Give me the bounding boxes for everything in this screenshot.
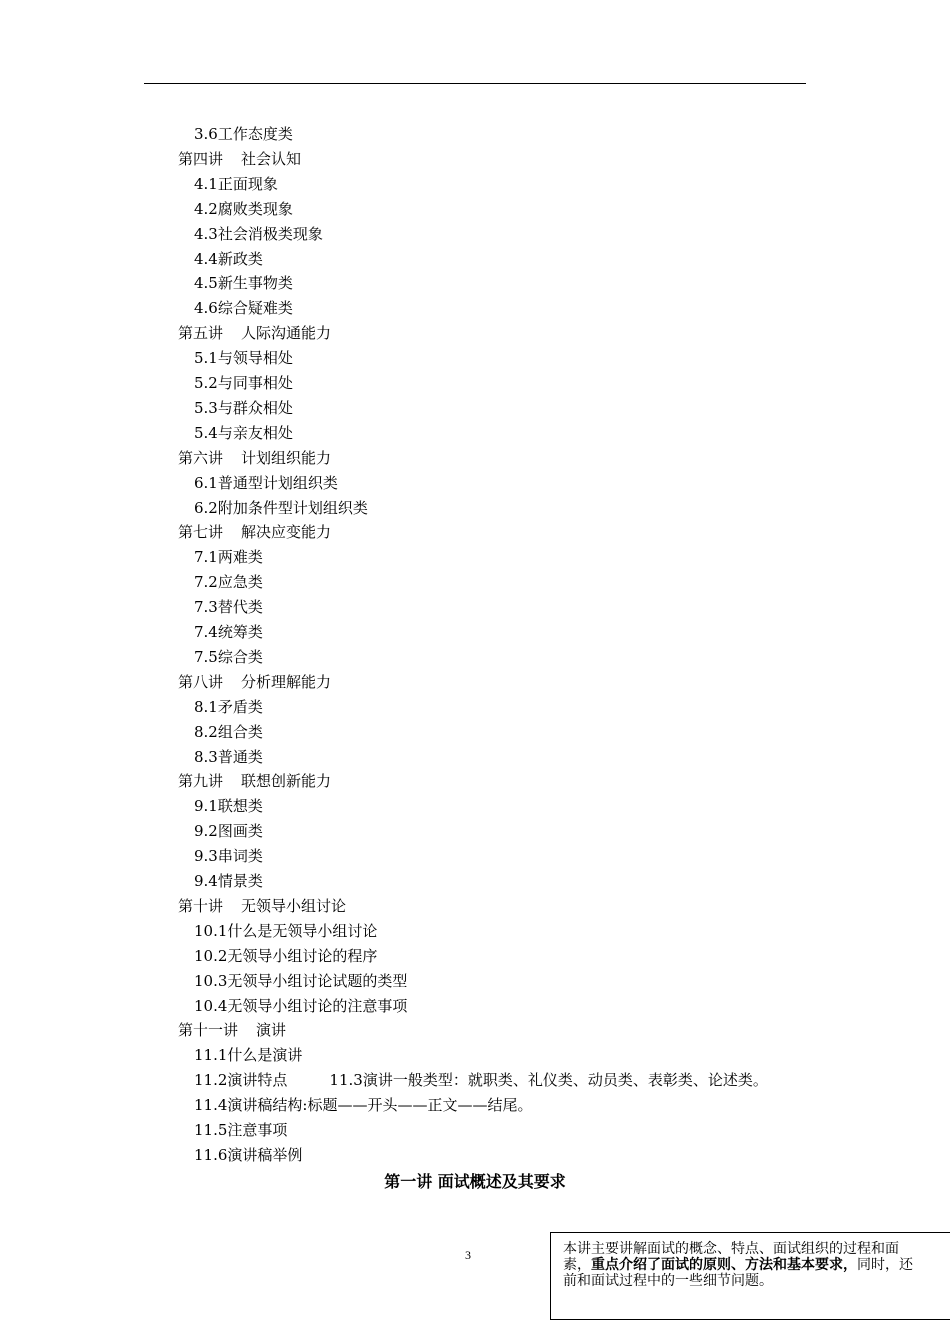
- toc-item-number: 7.3: [194, 598, 218, 617]
- toc-chapter-line: [178, 672, 331, 692]
- toc-item-number: 第七讲: [178, 523, 224, 542]
- toc-item-title: 新政类: [217, 249, 263, 268]
- toc-item-number: 第八讲: [178, 672, 224, 691]
- toc-item-title: 人际沟通能力: [241, 324, 332, 343]
- toc-section-line: [194, 796, 263, 816]
- toc-chapter-line: [178, 522, 331, 542]
- toc-item-title: 与群众相处: [217, 398, 293, 417]
- toc-item-number: 11.2: [194, 1071, 228, 1090]
- summary-line-2-suffix: 同时，还: [857, 1257, 913, 1273]
- toc-item-number: 9.1: [194, 797, 218, 816]
- toc-section-line: [194, 996, 407, 1016]
- toc-item-title: 综合类: [217, 647, 263, 666]
- toc-item-title: 演讲一般类型：就职类、礼仪类、动员类、表彰类、论述类。: [362, 1071, 768, 1090]
- page-number: 3: [465, 1248, 471, 1262]
- toc-item-title: 普通型计划组织类: [217, 473, 338, 492]
- toc-section-line: [194, 273, 293, 293]
- toc-item-title: 无领导小组讨论的程序: [227, 946, 378, 965]
- toc-section-line: [194, 473, 338, 493]
- toc-section-line: [194, 124, 293, 144]
- toc-section-line: [194, 174, 278, 194]
- toc-section-line: [194, 722, 263, 742]
- toc-item-number: 7.4: [194, 623, 218, 641]
- toc-item-number: 4.3: [194, 224, 218, 243]
- toc-item-number: 11.5: [194, 1121, 228, 1139]
- toc-item-title: 演讲稿结构:标题——开头——正文——结尾。: [227, 1096, 533, 1115]
- toc-chapter-line: [178, 448, 331, 468]
- toc-section-line: [194, 821, 263, 841]
- toc-section-line: [194, 921, 377, 941]
- toc-item-title: 演讲: [256, 1021, 287, 1040]
- toc-item-title: 社会认知: [241, 149, 302, 168]
- toc-item-title: 计划组织能力: [241, 448, 332, 467]
- toc-item-title: 与同事相处: [217, 374, 293, 392]
- toc-item-title: 统筹类: [217, 623, 263, 641]
- toc-item-title: 无领导小组讨论: [241, 896, 347, 915]
- toc-item-title: 正面现象: [217, 174, 278, 193]
- toc-item-number: 5.3: [194, 398, 218, 417]
- toc-section-line: [194, 373, 293, 393]
- toc-item-number: 7.2: [194, 573, 218, 592]
- toc-item-number: 第六讲: [178, 448, 224, 467]
- toc-item-title: 注意事项: [227, 1121, 288, 1139]
- toc-item-title: 无领导小组讨论的注意事项: [227, 996, 408, 1015]
- toc-section-line: [194, 846, 263, 866]
- toc-item-number: 第四讲: [178, 149, 224, 168]
- toc-item-number: 第十讲: [178, 896, 224, 915]
- toc-section-line: [194, 1145, 302, 1165]
- toc-item-number: 6.2: [194, 498, 218, 517]
- toc-section-line: [194, 423, 293, 443]
- toc-item-number: 8.1: [194, 697, 218, 716]
- toc-item-title: 工作态度类: [217, 125, 293, 143]
- toc-chapter-line: [178, 323, 331, 343]
- toc-section-line: [194, 547, 263, 567]
- toc-item-number: 10.4: [194, 996, 228, 1015]
- summary-line-2-bold: 重点介绍了面试的原则、方法和基本要求，: [591, 1257, 857, 1273]
- summary-line-3: 前和面试过程中的一些细节问题。: [563, 1273, 773, 1289]
- toc-chapter-line: [178, 149, 301, 169]
- toc-item-number: 10.2: [194, 946, 228, 965]
- toc-item-number: 9.2: [194, 822, 218, 841]
- toc-item-number: 10.3: [194, 971, 228, 990]
- toc-section-line: [194, 622, 263, 642]
- toc-section-line: [194, 946, 377, 966]
- toc-item-number: 第九讲: [178, 772, 224, 791]
- toc-item-number: 4.5: [194, 274, 218, 293]
- toc-item-title: 串词类: [217, 847, 263, 866]
- toc-item-title: 联想创新能力: [241, 772, 332, 791]
- toc-item-title: 社会消极类现象: [217, 224, 323, 243]
- toc-item-number: 8.2: [194, 722, 218, 741]
- toc-item-title: 新生事物类: [217, 274, 293, 293]
- toc-item-number: 4.2: [194, 199, 218, 218]
- toc-item-title: 无领导小组讨论试题的类型: [227, 971, 408, 990]
- chapter-title: 第一讲 面试概述及其要求: [384, 1172, 566, 1191]
- toc-item-number: 11.3: [329, 1071, 363, 1090]
- toc-item-title: 情景类: [217, 872, 263, 890]
- toc-item-number: 5.2: [194, 374, 218, 392]
- toc-item-number: 5.1: [194, 349, 218, 368]
- toc-item-title: 腐败类现象: [217, 199, 293, 218]
- toc-item-number: 4.1: [194, 174, 218, 193]
- toc-section-line: [194, 498, 368, 518]
- toc-item-title: 什么是演讲: [227, 1046, 303, 1065]
- toc-item-number: 11.4: [194, 1096, 228, 1115]
- toc-item-title: 与领导相处: [217, 349, 293, 368]
- toc-item-title: 联想类: [217, 797, 263, 816]
- toc-item-title: 替代类: [217, 598, 263, 617]
- toc-item-number: 7.1: [194, 548, 218, 567]
- toc-item-number: 10.1: [194, 921, 228, 940]
- summary-box: [550, 1232, 950, 1320]
- toc-item-title: 两难类: [217, 548, 263, 567]
- toc-item-number: 9.3: [194, 847, 218, 866]
- toc-item-number: 8.3: [194, 747, 218, 766]
- header-rule: [144, 83, 806, 84]
- toc-item-number: 第五讲: [178, 324, 224, 343]
- toc-item-number: 4.4: [194, 249, 218, 268]
- toc-section-line: [194, 1095, 532, 1115]
- toc-item-number: 11.1: [194, 1046, 228, 1065]
- toc-chapter-line: [178, 1020, 286, 1040]
- toc-item-title: 综合疑难类: [217, 299, 293, 318]
- toc-section-line: [194, 871, 263, 891]
- toc-section-line: [194, 348, 293, 368]
- toc-section-line: [194, 971, 407, 991]
- toc-item-title: 解决应变能力: [241, 523, 332, 542]
- toc-item-number: 6.1: [194, 473, 218, 492]
- toc-item-title: 组合类: [217, 722, 263, 741]
- toc-item-number: 9.4: [194, 872, 218, 890]
- toc-item-title: 演讲稿举例: [227, 1145, 303, 1164]
- toc-item-number: 7.5: [194, 647, 218, 666]
- toc-section-line: [194, 747, 263, 767]
- toc-item-title: 分析理解能力: [241, 672, 332, 691]
- toc-item-title: 应急类: [217, 573, 263, 592]
- toc-section-line: [194, 1070, 768, 1090]
- summary-line-1: 本讲主要讲解面试的概念、特点、面试组织的过程和面: [563, 1241, 899, 1257]
- summary-line-2: [563, 1257, 950, 1273]
- toc-section-line: [194, 398, 293, 418]
- toc-section-line: [194, 1045, 302, 1065]
- toc-item-title: 与亲友相处: [217, 423, 293, 442]
- toc-chapter-line: [178, 771, 331, 791]
- toc-section-line: [194, 298, 293, 318]
- toc-item-number: 第十一讲: [178, 1021, 239, 1040]
- toc-section-line: [194, 647, 263, 667]
- summary-line-2-prefix: 素，: [563, 1257, 591, 1273]
- toc-item-title: 附加条件型计划组织类: [217, 498, 368, 517]
- toc-section-line: [194, 1120, 287, 1140]
- toc-item-number: 3.6: [194, 125, 218, 143]
- toc-item-number: 5.4: [194, 423, 218, 442]
- toc-section-line: [194, 199, 293, 219]
- toc-item-title: 图画类: [217, 822, 263, 841]
- toc-section-line: [194, 597, 263, 617]
- toc-section-line: [194, 572, 263, 592]
- toc-item-title: 矛盾类: [217, 697, 263, 716]
- toc-item-number: 11.6: [194, 1145, 228, 1164]
- toc-section-line: [194, 697, 263, 717]
- toc-section-line: [194, 224, 323, 244]
- toc-item-title: 什么是无领导小组讨论: [227, 921, 378, 940]
- toc-section-line: [194, 249, 263, 269]
- toc-item-number: 4.6: [194, 299, 218, 318]
- toc-item-title: 演讲特点: [227, 1071, 288, 1090]
- toc-item-title: 普通类: [217, 747, 263, 766]
- toc-chapter-line: [178, 896, 346, 916]
